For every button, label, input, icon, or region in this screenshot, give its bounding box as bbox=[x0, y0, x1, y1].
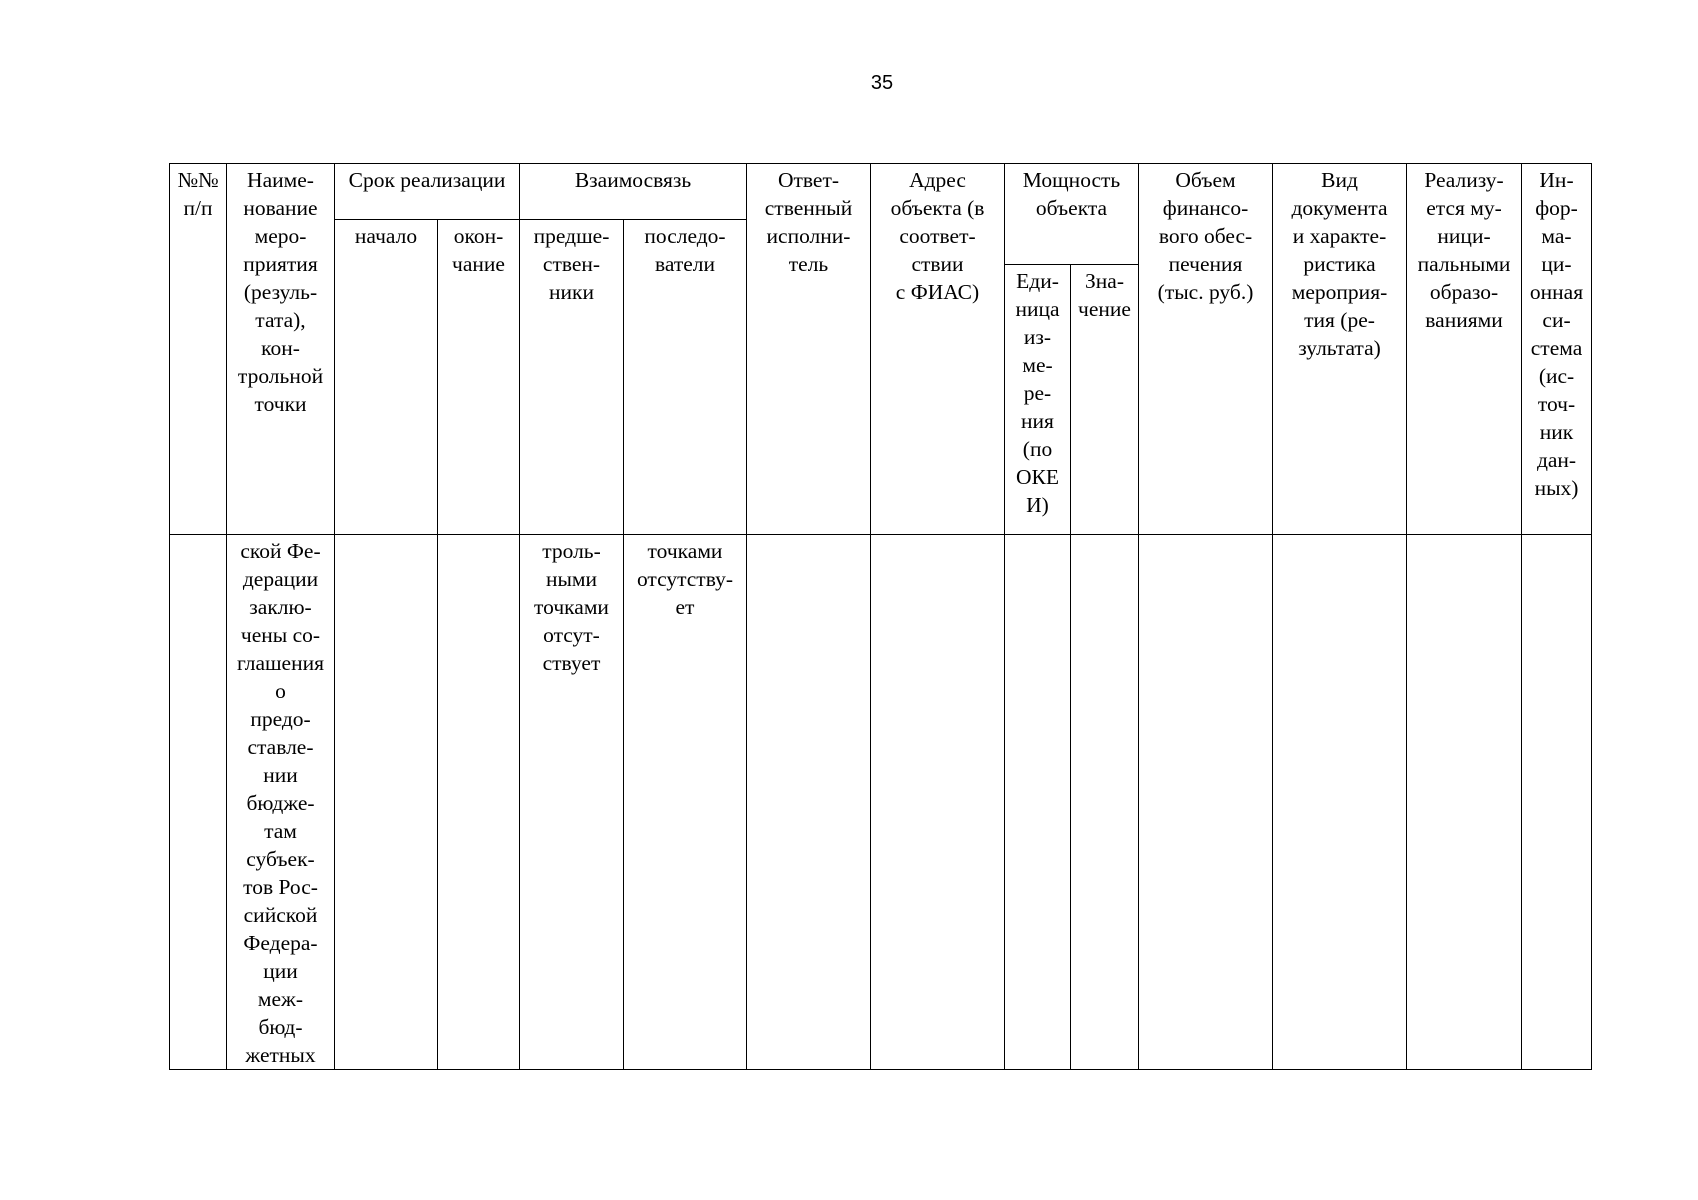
header-capacity-value: Зна- чение bbox=[1071, 265, 1139, 535]
cell-predecessors: троль- ными точками отсут- ствует bbox=[520, 535, 624, 1070]
table-row bbox=[170, 535, 1592, 1070]
page-number: 35 bbox=[870, 72, 894, 94]
cell-term-end bbox=[438, 535, 520, 1070]
header-term-end: окон- чание bbox=[438, 220, 520, 535]
header-num: №№ п/п bbox=[170, 164, 227, 535]
cell-info-system bbox=[1522, 535, 1592, 1070]
header-term: Срок реализации bbox=[335, 164, 520, 220]
header-successors: последо- ватели bbox=[624, 220, 747, 535]
header-capacity: Мощность объекта bbox=[1005, 164, 1139, 265]
cell-name: ской Фе- дерации заклю- чены со- глашения о предо- ставле- нии бюдже- там субъек- тов Рос- сийской Федера- ции меж- бюд- жетных bbox=[227, 535, 335, 1070]
header-info-system: Ин- фор- ма- ци- онная си- стема (ис- точ- ник дан- ных) bbox=[1522, 164, 1592, 535]
cell-funding bbox=[1139, 535, 1273, 1070]
header-term-start: начало bbox=[335, 220, 438, 535]
header-row-1 bbox=[170, 164, 1592, 220]
header-predecessors: предше- ствен- ники bbox=[520, 220, 624, 535]
header-funding: Объем финансо- вого обес- печения (тыс. руб.) bbox=[1139, 164, 1273, 535]
cell-responsible bbox=[747, 535, 871, 1070]
plan-table bbox=[169, 163, 1592, 1070]
header-name: Наиме- нование меро- приятия (резуль- тата), кон- трольной точки bbox=[227, 164, 335, 535]
header-municipal: Реализу- ется му- ници- пальными образо- ваниями bbox=[1407, 164, 1522, 535]
cell-capacity-value bbox=[1071, 535, 1139, 1070]
header-capacity-unit: Еди- ница из- ме- ре- ния (по ОКЕ И) bbox=[1005, 265, 1071, 535]
cell-successors: точками отсутству- ет bbox=[624, 535, 747, 1070]
header-doc-type: Вид документа и характе- ристика мероприя- тия (ре- зультата) bbox=[1273, 164, 1407, 535]
cell-term-start bbox=[335, 535, 438, 1070]
cell-capacity-unit bbox=[1005, 535, 1071, 1070]
header-relation: Взаимосвязь bbox=[520, 164, 747, 220]
cell-municipal bbox=[1407, 535, 1522, 1070]
cell-doc-type bbox=[1273, 535, 1407, 1070]
header-address: Адрес объекта (в соответ- ствии с ФИАС) bbox=[871, 164, 1005, 535]
cell-num bbox=[170, 535, 227, 1070]
cell-address bbox=[871, 535, 1005, 1070]
header-responsible: Ответ- ственный исполни- тель bbox=[747, 164, 871, 535]
